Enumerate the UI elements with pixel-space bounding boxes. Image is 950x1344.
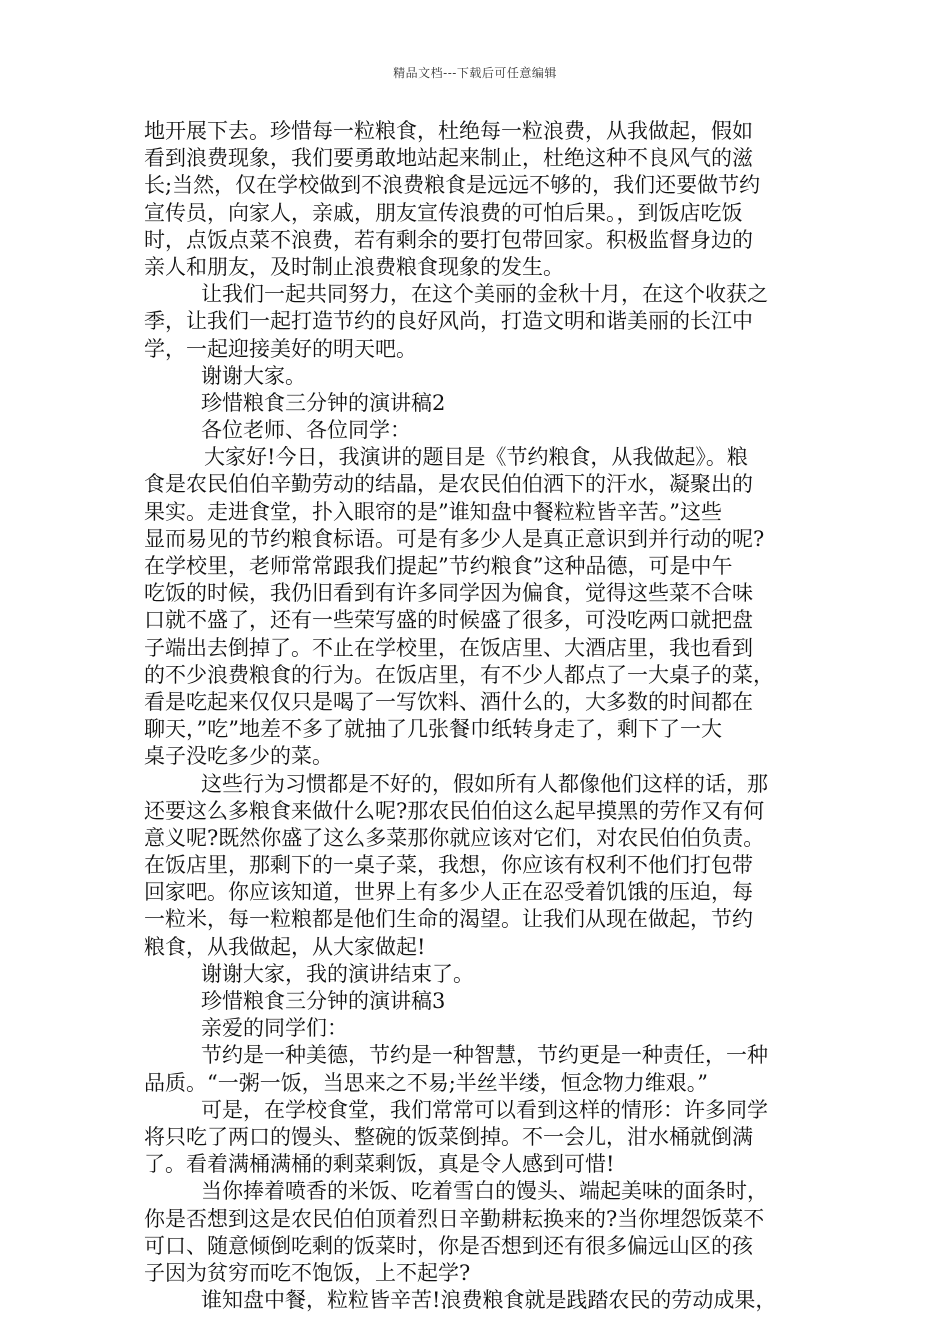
text-line: 谢谢大家。 (201, 363, 306, 388)
text-line: 子因为贫穷而吃不饱饭，上不起学? (144, 1260, 471, 1285)
text-line: 吃饭的时候，我仍旧看到有许多同学因为偏食，觉得这些菜不合味 (144, 581, 753, 606)
text-line: 一粒米，每一粒粮都是他们生命的渴望。让我们从现在做起，节约 (144, 907, 753, 932)
text-line: 回家吧。你应该知道，世界上有多少人正在忍受着饥饿的压迫，每 (144, 880, 753, 905)
text-line: 粮食，从我做起，从大家做起! (144, 934, 426, 959)
text-line: 子端出去倒掉了。不止在学校里，在饭店里、大酒店里，我也看到 (144, 635, 753, 660)
text-line: 可口、随意倾倒吃剩的饭菜时，你是否想到还有很多偏远山区的孩 (144, 1233, 753, 1258)
text-line: 在学校里，老师常常跟我们提起”节约粮食”这种品德，可是中午 (144, 554, 733, 578)
text-line: 各位老师、各位同学： (201, 418, 411, 443)
text-line: 口就不盛了，还有一些荣写盛的时候盛了很多，可没吃两口就把盘 (144, 608, 753, 633)
text-line: 的不少浪费粮食的行为。在饭店里，有不少人都点了一大桌子的菜， (144, 662, 774, 687)
text-line: 显而易见的节约粮食标语。可是有多少人是真正意识到并行动的呢? (144, 526, 765, 551)
text-line: 你是否想到这是农民伯伯顶着烈日辛勤耕耘换来的?当你埋怨饭菜不 (144, 1206, 765, 1231)
text-line: 珍惜粮食三分钟的演讲稿3 (201, 989, 446, 1013)
text-line: 食是农民伯伯辛勤劳动的结晶，是农民伯伯洒下的汗水，凝聚出的 (144, 472, 753, 497)
text-line: 看是吃起来仅仅只是喝了一写饮料、酒什么的，大多数的时间都在 (144, 689, 753, 714)
text-line: 看到浪费现象，我们要勇敢地站起来制止，杜绝这种不良风气的滋 (144, 146, 753, 171)
text-line: 节约是一种美德，节约是一种智慧，节约更是一种责任，一种 (201, 1043, 768, 1068)
document-body (144, 118, 814, 1314)
text-line: 桌子没吃多少的菜。 (144, 744, 333, 769)
text-line: 当你捧着喷香的米饭、吃着雪白的馒头、端起美味的面条时， (201, 1179, 768, 1204)
text-line: 了。看着满桶满桶的剩菜剩饭，真是令人感到可惜! (144, 1152, 615, 1177)
text-line: 还要这么多粮食来做什么呢?那农民伯伯这么起早摸黑的劳作又有何 (144, 798, 765, 823)
text-line: 品质。“一粥一饭，当思来之不易;半丝半缕，恒念物力维艰。” (144, 1070, 709, 1095)
text-line: 谁知盘中餐，粒粒皆辛苦!浪费粮食就是践踏农民的劳动成果， (201, 1288, 777, 1313)
text-line: 这些行为习惯都是不好的，假如所有人都像他们这样的话，那 (201, 771, 768, 796)
text-line: 将只吃了两口的馒头、整碗的饭菜倒掉。不一会儿，泔水桶就倒满 (144, 1124, 753, 1149)
text-line: 在饭店里，那剩下的一桌子菜，我想，你应该有权利不他们打包带 (144, 853, 753, 878)
text-line: 果实。走进食堂，扑入眼帘的是”谁知盘中餐粒粒皆辛苦。”这些 (144, 499, 722, 524)
text-line: 季，让我们一起打造节约的良好风尚，打造文明和谐美丽的长江中 (144, 309, 753, 334)
text-line: 谢谢大家，我的演讲结束了。 (201, 961, 474, 986)
text-line: 聊天，”吃”地差不多了就抽了几张餐巾纸转身走了，剩下了一大 (144, 717, 722, 742)
text-line: 亲爱的同学们： (201, 1016, 348, 1041)
text-line: 宣传员，向家人，亲戚，朋友宣传浪费的可怕后果。，到饭店吃饭 (144, 200, 743, 225)
text-line: 地开展下去。珍惜每一粒粮食，杜绝每一粒浪费，从我做起，假如 (144, 119, 753, 143)
text-line: 学，一起迎接美好的明天吧。 (144, 336, 417, 361)
text-line: 时，点饭点菜不浪费，若有剩余的要打包带回家。积极监督身边的 (144, 227, 753, 252)
text-line: 长;当然，仅在学校做到不浪费粮食是远远不够的，我们还要做节约 (144, 173, 761, 198)
page-header: 精品文档---下载后可任意编辑 (393, 66, 557, 80)
text-line: 可是，在学校食堂，我们常常可以看到这样的情形：许多同学 (201, 1097, 768, 1122)
text-line: 意义呢?既然你盛了这么多菜那你就应该对它们，对农民伯伯负责。 (144, 825, 765, 850)
text-line: 亲人和朋友，及时制止浪费粮食现象的发生。 (144, 254, 564, 279)
text-line: 让我们一起共同努力，在这个美丽的金秋十月，在这个收获之 (201, 282, 768, 307)
text-line: 珍惜粮食三分钟的演讲稿2 (201, 390, 446, 415)
text-line: 大家好!今日，我演讲的题目是《节约粮食，从我做起》。粮 (204, 445, 748, 470)
